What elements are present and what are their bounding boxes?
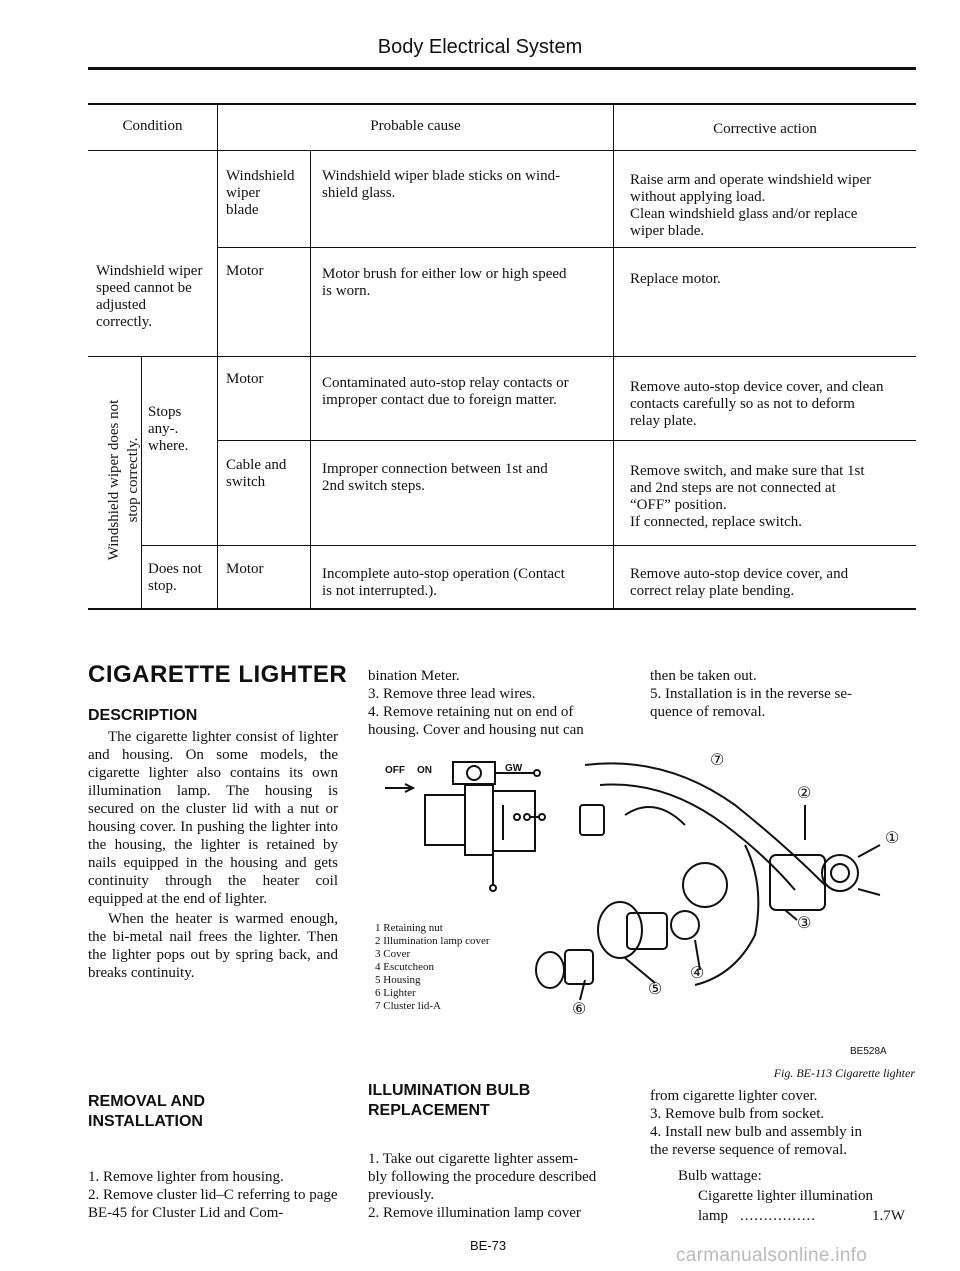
callout-4: ④	[690, 965, 705, 982]
group-condition-vertical: Windshield wiper does not stop correctly.	[106, 399, 141, 561]
row1-cause: Windshield wiper blade sticks on wind- shield glass.	[322, 168, 561, 201]
watermark: carmanualsonline.info	[676, 1245, 868, 1266]
header-corrective-action: Corrective action	[713, 121, 817, 137]
row5-cause: Incomplete auto-stop operation (Contact is not interrupted.).	[322, 566, 565, 599]
section-title-description: DESCRIPTION	[88, 707, 198, 724]
callout-7: ⑦	[710, 752, 725, 769]
row2-cause: Motor brush for either low or high speed is worn.	[322, 266, 567, 299]
figure-code: BE528A	[850, 1046, 887, 1057]
table-top-rule	[88, 103, 916, 105]
section-title-removal: REMOVAL AND INSTALLATION	[88, 1093, 206, 1130]
sub-stops-anywhere: Stops any-. where.	[148, 404, 189, 454]
table-row-rule	[142, 545, 916, 546]
header-probable-cause: Probable cause	[370, 118, 461, 134]
row5-action: Remove auto-stop device cover, and correct relay plate bending.	[630, 566, 849, 599]
figure-legend-item: 7 Cluster lid-A	[375, 1000, 441, 1012]
figure-legend-item: 3 Cover	[375, 948, 411, 960]
figure-caption: Fig. BE-113 Cigarette lighter	[773, 1066, 915, 1080]
row1-part: Windshield wiper blade	[226, 168, 295, 218]
table-row-rule	[218, 440, 916, 441]
row2-condition: Windshield wiper speed cannot be adjusted correctly.	[96, 263, 203, 330]
wire-gw-label: GW	[505, 763, 523, 774]
table-header-rule	[88, 150, 916, 151]
row5-part: Motor	[226, 561, 264, 577]
row3-part: Motor	[226, 371, 264, 387]
page-header: Body Electrical System	[377, 36, 583, 58]
callout-2: ②	[797, 785, 812, 802]
figure-legend-item: 1 Retaining nut	[375, 922, 443, 934]
illumination-steps: 1. Take out cigarette lighter assem- bly following the procedure described previously. 2. Remove illumination lamp cover	[368, 1151, 597, 1221]
figure-legend-item: 2 Illumination lamp cover	[375, 935, 490, 947]
table-bottom-rule	[88, 608, 916, 610]
section-title-cigarette-lighter: CIGARETTE LIGHTER	[88, 661, 348, 688]
callout-5: ⑤	[648, 981, 663, 998]
table-row-rule	[218, 247, 916, 248]
page-number: BE-73	[470, 1238, 507, 1253]
figure-legend-item: 6 Lighter	[375, 987, 416, 999]
table-col-rule	[310, 150, 311, 608]
row4-cause: Improper connection between 1st and 2nd switch steps.	[322, 461, 548, 494]
figure-legend-item: 4 Escutcheon	[375, 961, 434, 973]
removal-steps-end: then be taken out. 5. Installation is in the reverse se- quence of removal.	[650, 668, 853, 720]
row2-action: Replace motor.	[630, 271, 721, 287]
table-row-rule	[88, 356, 916, 357]
bulb-wattage-label: Bulb wattage:	[678, 1168, 762, 1184]
switch-on-label: ON	[417, 765, 432, 776]
row3-action: Remove auto-stop device cover, and clean contacts carefully so as not to deform relay plate.	[630, 379, 884, 429]
cigarette-lighter-figure	[365, 745, 915, 1065]
figure-legend-item: 5 Housing	[375, 974, 421, 986]
removal-steps-continued: bination Meter. 3. Remove three lead wires. 4. Remove retaining nut on end of housing. Cover and housing nut can	[368, 668, 584, 738]
bulb-wattage-item: Cigarette lighter illumination	[698, 1188, 873, 1204]
row4-action: Remove switch, and make sure that 1st and 2nd steps are not connected at “OFF” position. If connected, replace switch.	[630, 463, 865, 530]
table-col-rule	[217, 103, 218, 608]
callout-3: ③	[797, 915, 812, 932]
header-rule	[88, 67, 916, 70]
row2-part: Motor	[226, 263, 264, 279]
row5-sub: Does not stop.	[148, 561, 202, 594]
section-title-illumination-bulb: ILLUMINATION BULB REPLACEMENT	[368, 1082, 531, 1119]
bulb-leader-dots: ................	[740, 1208, 816, 1224]
header-condition: Condition	[122, 118, 183, 134]
bulb-lamp-label: lamp	[698, 1208, 728, 1224]
table-col-rule	[613, 103, 614, 608]
callout-1: ①	[885, 830, 900, 847]
callout-6: ⑥	[572, 1001, 587, 1018]
illumination-steps-continued: from cigarette lighter cover. 3. Remove bulb from socket. 4. Install new bulb and assembly in the reverse sequence of removal.	[650, 1088, 863, 1158]
row3-cause: Contaminated auto-stop relay contacts or improper contact due to foreign matter.	[322, 375, 569, 408]
switch-off-label: OFF	[385, 765, 405, 776]
row1-action: Raise arm and operate windshield wiper without applying load. Clean windshield glass and/or replace wiper blade.	[630, 172, 872, 239]
lighter-wiring-diagram	[365, 745, 915, 1065]
description-paragraph-2: When the heater is warmed enough, the bi-metal nail frees the lighter. Then the lighter pops out by spring back, and breaks continuity.	[88, 911, 338, 981]
removal-steps: 1. Remove lighter from housing. 2. Remove cluster lid–C referring to page BE-45 for Cluster Lid and Com-	[88, 1169, 338, 1221]
row4-part: Cable and switch	[226, 457, 287, 490]
bulb-wattage-value: 1.7W	[872, 1208, 905, 1224]
description-paragraph-1: The cigarette lighter consist of lighter and housing. On some models, the cigarette lighter also contains its own illumination lamp. The housing is secured on the cluster lid with a nut or housing cover. In pushing the lighter into the housing, the lighter is retained by nails equipped in the housing and gets continuity through the heater coil equipped at the end of lighter.	[88, 729, 338, 907]
